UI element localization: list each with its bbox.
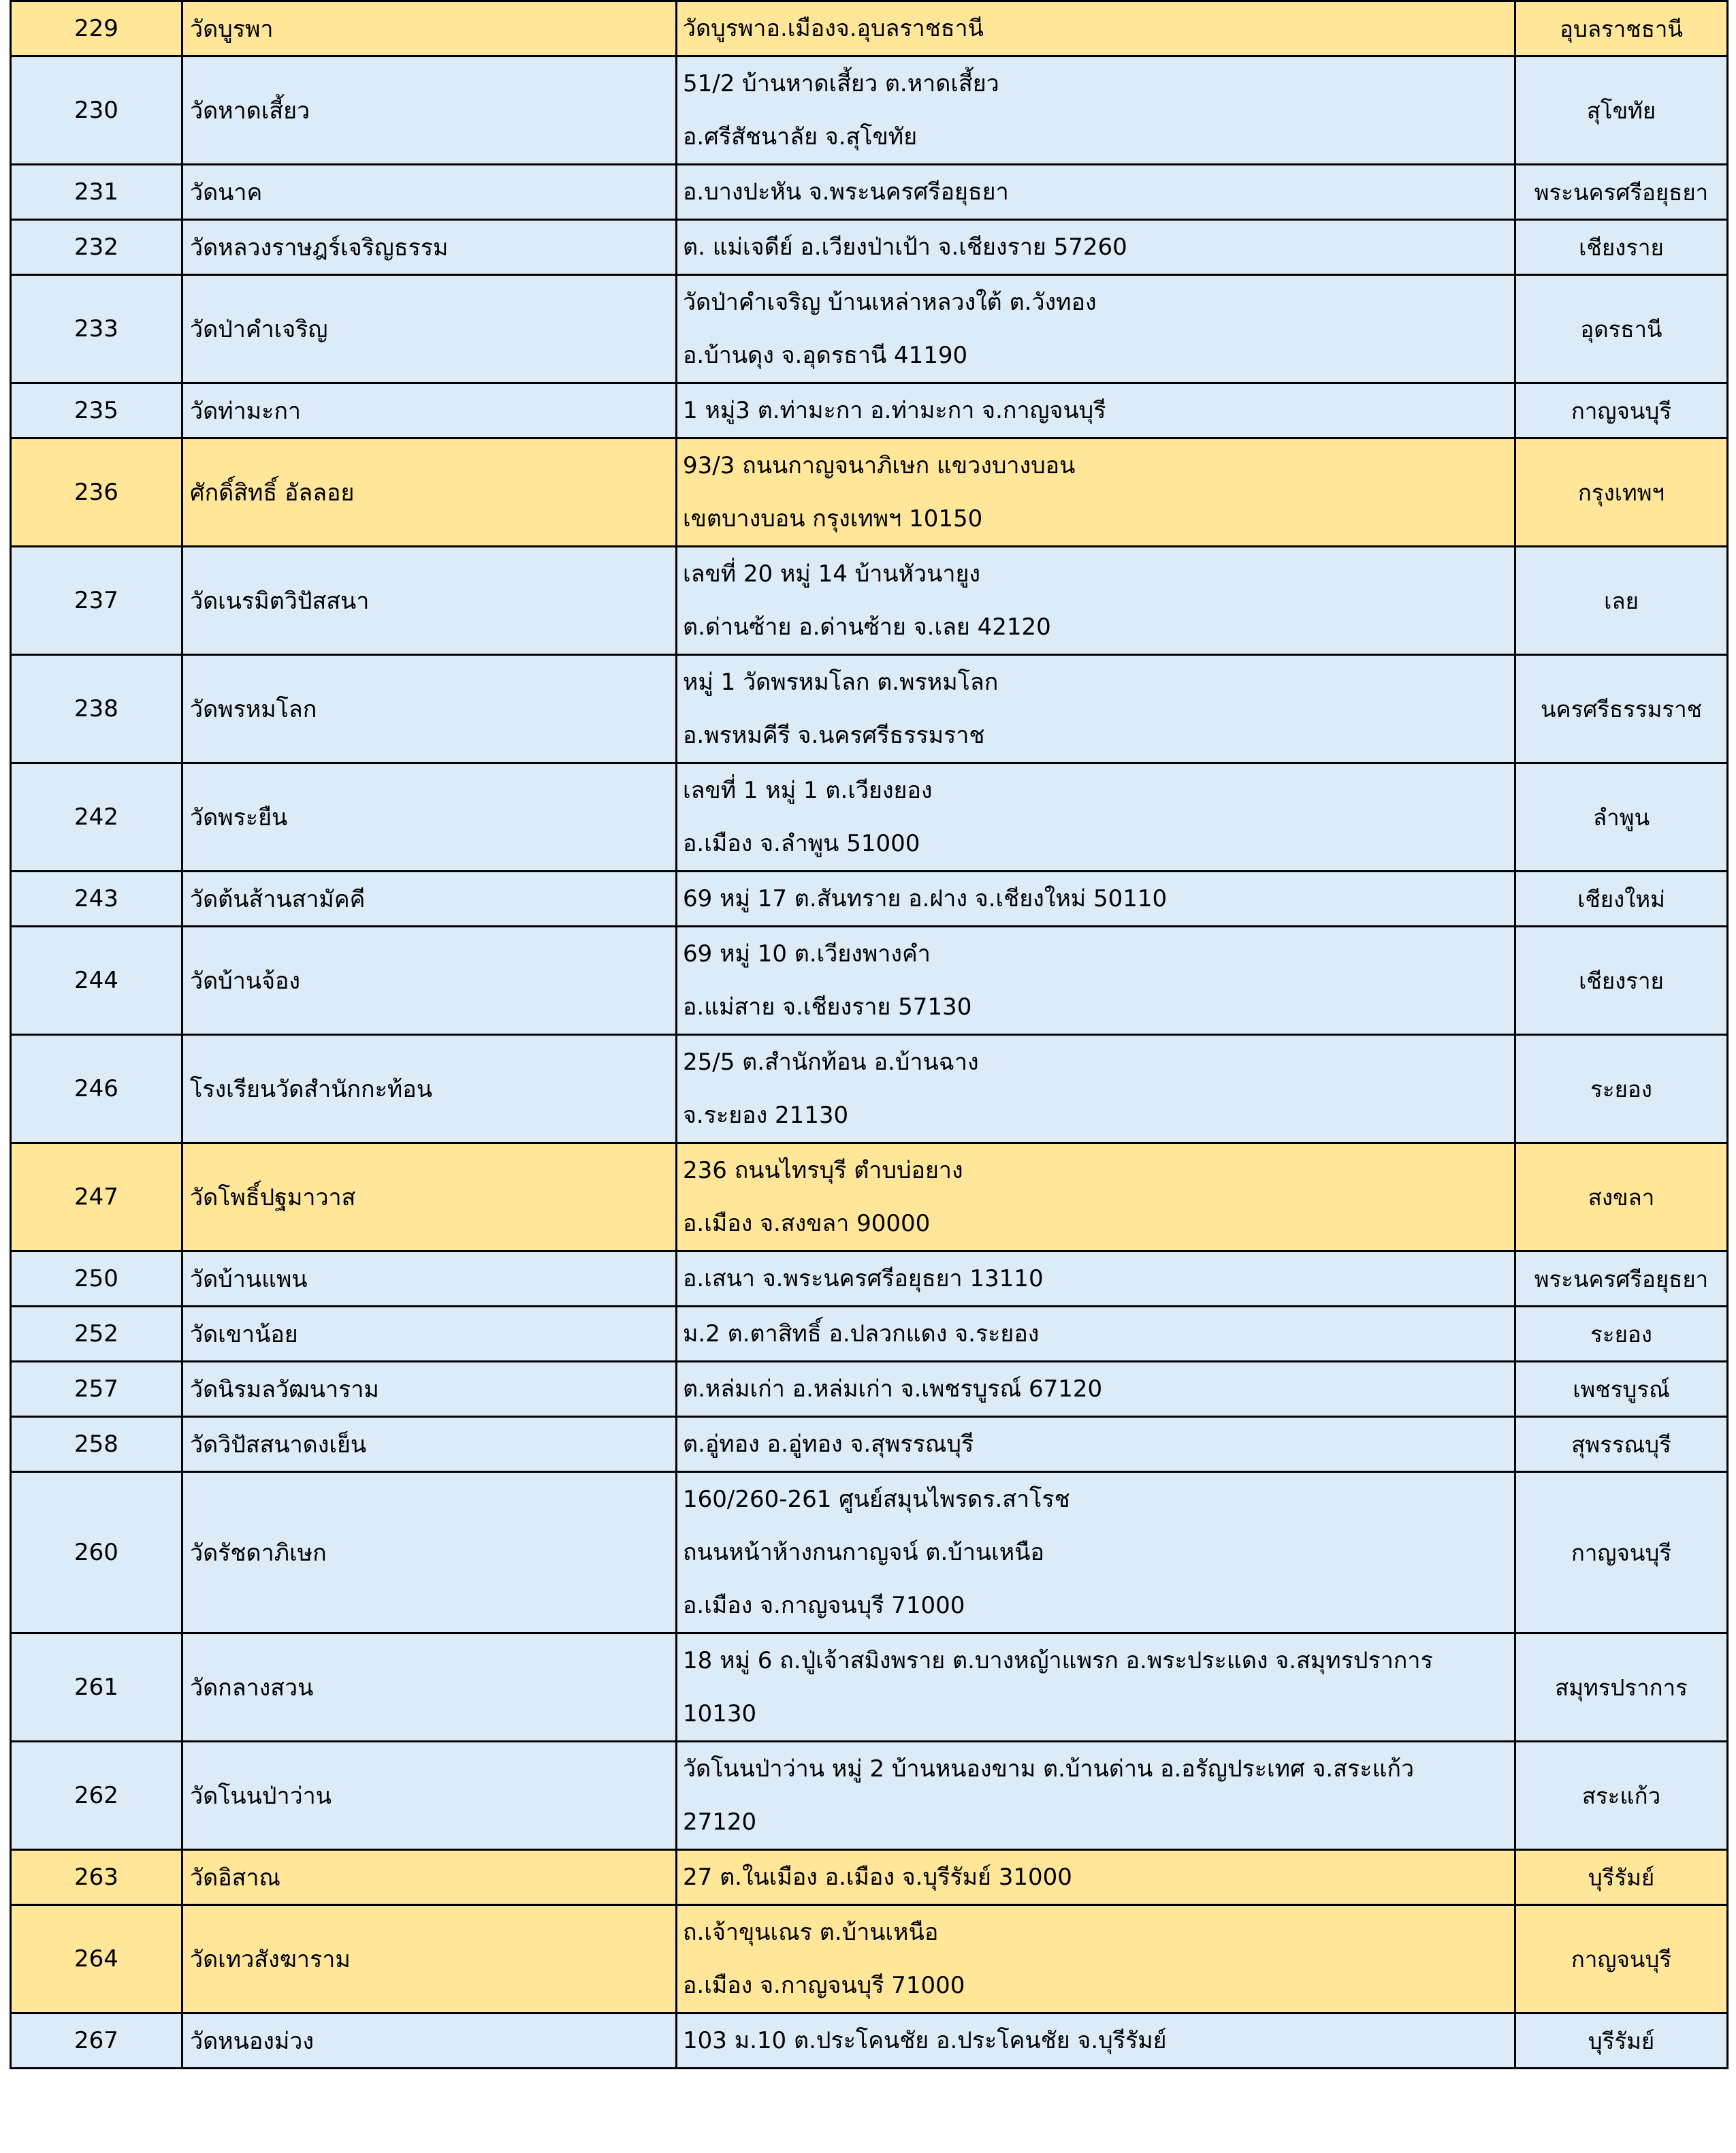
table-row bbox=[11, 1, 1728, 57]
table-row bbox=[11, 383, 1728, 438]
temple-name: วัดเขาน้อย bbox=[182, 1307, 677, 1362]
row-number: 257 bbox=[11, 1362, 182, 1417]
address-line: อ.เสนา จ.พระนครศรีอยุธยา 13110 bbox=[683, 1265, 1044, 1292]
temple-name: วัดบูรพา bbox=[182, 1, 677, 57]
table-row bbox=[11, 220, 1728, 275]
temple-name: วัดต้นส้านสามัคคี bbox=[182, 872, 677, 927]
row-number: 246 bbox=[11, 1035, 182, 1143]
address-line: ม.2 ต.ตาสิทธิ์ อ.ปลวกแดง จ.ระยอง bbox=[683, 1320, 1040, 1347]
province: นครศรีธรรมราช bbox=[1515, 655, 1728, 763]
temple-name: วัดหลวงราษฎร์เจริญธรรม bbox=[182, 220, 677, 275]
table-row bbox=[11, 275, 1728, 383]
address-cell bbox=[677, 1905, 1515, 2013]
table-body bbox=[11, 1, 1728, 2069]
row-number: 262 bbox=[11, 1742, 182, 1850]
row-number: 238 bbox=[11, 655, 182, 763]
address-line: ต.อู่ทอง อ.อู่ทอง จ.สุพรรณบุรี bbox=[683, 1431, 974, 1458]
address-cell bbox=[677, 1850, 1515, 1905]
temple-name: วัดรัชดาภิเษก bbox=[182, 1472, 677, 1633]
address-cell bbox=[677, 165, 1515, 220]
address-line: อ.บ้านดุง จ.อุดรธานี 41190 bbox=[683, 342, 968, 369]
address-cell bbox=[677, 1251, 1515, 1307]
province: สมุทรปราการ bbox=[1515, 1633, 1728, 1742]
table-row bbox=[11, 1472, 1728, 1633]
province: บุรีรัมย์ bbox=[1515, 2013, 1728, 2069]
address-line: อ.เมือง จ.สงขลา 90000 bbox=[683, 1210, 931, 1237]
table-row bbox=[11, 1850, 1728, 1905]
province: เลย bbox=[1515, 547, 1728, 655]
table-row bbox=[11, 655, 1728, 763]
temple-name: โรงเรียนวัดสำนักกะท้อน bbox=[182, 1035, 677, 1143]
address-line: ถ.เจ้าขุนเณร ต.บ้านเหนือ bbox=[683, 1919, 939, 1946]
address-line: ต.หล่มเก่า อ.หล่มเก่า จ.เพชรบูรณ์ 67120 bbox=[683, 1375, 1103, 1403]
address-cell bbox=[677, 547, 1515, 655]
address-line: 27 ต.ในเมือง อ.เมือง จ.บุรีรัมย์ 31000 bbox=[683, 1864, 1072, 1891]
temple-name: ศักดิ์สิทธิ์ อัลลอย bbox=[182, 438, 677, 547]
table-row bbox=[11, 1905, 1728, 2013]
table-row bbox=[11, 1143, 1728, 1251]
address-cell bbox=[677, 927, 1515, 1035]
address-line: อ.เมือง จ.กาญจนบุรี 71000 bbox=[683, 1972, 965, 1999]
address-line: ถนนหน้าห้างกนกาญจน์ ต.บ้านเหนือ bbox=[683, 1539, 1044, 1566]
row-number: 261 bbox=[11, 1633, 182, 1742]
temple-name: วัดนาค bbox=[182, 165, 677, 220]
address-cell bbox=[677, 1417, 1515, 1472]
address-line: 103 ม.10 ต.ประโคนชัย อ.ประโคนชัย จ.บุรีรัมย์ bbox=[683, 2027, 1167, 2054]
address-line: อ.เมือง จ.ลำพูน 51000 bbox=[683, 830, 920, 857]
temple-name: วัดนิรมลวัฒนาราม bbox=[182, 1362, 677, 1417]
province: กาญจนบุรี bbox=[1515, 383, 1728, 438]
row-number: 252 bbox=[11, 1307, 182, 1362]
address-cell bbox=[677, 57, 1515, 165]
province: ระยอง bbox=[1515, 1307, 1728, 1362]
temple-name: วัดวิปัสสนาดงเย็น bbox=[182, 1417, 677, 1472]
address-cell bbox=[677, 438, 1515, 547]
table-row bbox=[11, 1362, 1728, 1417]
province: กาญจนบุรี bbox=[1515, 1472, 1728, 1633]
address-line: อ.พรหมคีรี จ.นครศรีธรรมราช bbox=[683, 722, 985, 749]
row-number: 247 bbox=[11, 1143, 182, 1251]
address-line: 160/260-261 ศูนย์สมุนไพรดร.สาโรช bbox=[683, 1486, 1070, 1513]
province: พระนครศรีอยุธยา bbox=[1515, 1251, 1728, 1307]
address-cell bbox=[677, 1742, 1515, 1850]
table-row bbox=[11, 872, 1728, 927]
province: ลำพูน bbox=[1515, 763, 1728, 872]
row-number: 243 bbox=[11, 872, 182, 927]
temple-name: วัดพระยืน bbox=[182, 763, 677, 872]
row-number: 232 bbox=[11, 220, 182, 275]
row-number: 263 bbox=[11, 1850, 182, 1905]
province: พระนครศรีอยุธยา bbox=[1515, 165, 1728, 220]
temple-address-table bbox=[10, 0, 1729, 2069]
province: อุดรธานี bbox=[1515, 275, 1728, 383]
province: เชียงราย bbox=[1515, 220, 1728, 275]
address-cell bbox=[677, 220, 1515, 275]
address-cell bbox=[677, 1307, 1515, 1362]
address-line: 10130 bbox=[683, 1700, 757, 1727]
table-row bbox=[11, 1035, 1728, 1143]
address-line: หมู่ 1 วัดพรหมโลก ต.พรหมโลก bbox=[683, 669, 999, 696]
temple-name: วัดโพธิ์ปฐมาวาส bbox=[182, 1143, 677, 1251]
address-cell bbox=[677, 655, 1515, 763]
address-line: อ.บางปะหัน จ.พระนครศรีอยุธยา bbox=[683, 178, 1009, 206]
temple-name: วัดหาดเสี้ยว bbox=[182, 57, 677, 165]
province: เชียงราย bbox=[1515, 927, 1728, 1035]
address-line: 93/3 ถนนกาญจนาภิเษก แขวงบางบอน bbox=[683, 452, 1076, 479]
address-line: เลขที่ 1 หมู่ 1 ต.เวียงยอง bbox=[683, 777, 933, 804]
address-line: เขตบางบอน กรุงเทพฯ 10150 bbox=[683, 505, 983, 532]
province: สระแก้ว bbox=[1515, 1742, 1728, 1850]
address-cell bbox=[677, 383, 1515, 438]
address-cell bbox=[677, 1633, 1515, 1742]
address-line: อ.แม่สาย จ.เชียงราย 57130 bbox=[683, 993, 972, 1021]
address-cell bbox=[677, 1, 1515, 57]
temple-name: วัดบ้านแพน bbox=[182, 1251, 677, 1307]
row-number: 233 bbox=[11, 275, 182, 383]
address-line: 69 หมู่ 17 ต.สันทราย อ.ฝาง จ.เชียงใหม่ 50110 bbox=[683, 885, 1168, 912]
address-line: 1 หมู่3 ต.ท่ามะกา อ.ท่ามะกา จ.กาญจนบุรี bbox=[683, 397, 1106, 424]
table-row bbox=[11, 763, 1728, 872]
row-number: 229 bbox=[11, 1, 182, 57]
table-row bbox=[11, 165, 1728, 220]
row-number: 237 bbox=[11, 547, 182, 655]
table-row bbox=[11, 547, 1728, 655]
table-row bbox=[11, 57, 1728, 165]
province: กาญจนบุรี bbox=[1515, 1905, 1728, 2013]
address-line: ต.ด่านซ้าย อ.ด่านซ้าย จ.เลย 42120 bbox=[683, 613, 1051, 641]
address-line: 25/5 ต.สำนักท้อน อ.บ้านฉาง bbox=[683, 1049, 979, 1076]
province: อุบลราชธานี bbox=[1515, 1, 1728, 57]
row-number: 230 bbox=[11, 57, 182, 165]
temple-name: วัดหนองม่วง bbox=[182, 2013, 677, 2069]
row-number: 260 bbox=[11, 1472, 182, 1633]
address-cell bbox=[677, 1143, 1515, 1251]
row-number: 258 bbox=[11, 1417, 182, 1472]
table-row bbox=[11, 927, 1728, 1035]
temple-name: วัดบ้านจ้อง bbox=[182, 927, 677, 1035]
province: สงขลา bbox=[1515, 1143, 1728, 1251]
address-line: 27120 bbox=[683, 1808, 757, 1836]
temple-name: วัดกลางสวน bbox=[182, 1633, 677, 1742]
temple-name: วัดอิสาณ bbox=[182, 1850, 677, 1905]
row-number: 231 bbox=[11, 165, 182, 220]
temple-name: วัดเนรมิตวิปัสสนา bbox=[182, 547, 677, 655]
table-row bbox=[11, 2013, 1728, 2069]
address-line: ต. แม่เจดีย์ อ.เวียงป่าเป้า จ.เชียงราย 57260 bbox=[683, 234, 1127, 261]
address-line: อ.เมือง จ.กาญจนบุรี 71000 bbox=[683, 1592, 965, 1619]
address-cell bbox=[677, 1472, 1515, 1633]
address-line: เลขที่ 20 หมู่ 14 บ้านหัวนายูง bbox=[683, 560, 980, 588]
address-line: 51/2 บ้านหาดเสี้ยว ต.หาดเสี้ยว bbox=[683, 70, 999, 97]
address-line: อ.ศรีสัชนาลัย จ.สุโขทัย bbox=[683, 123, 918, 150]
temple-name: วัดพรหมโลก bbox=[182, 655, 677, 763]
province: สุโขทัย bbox=[1515, 57, 1728, 165]
address-line: 18 หมู่ 6 ถ.ปู่เจ้าสมิงพราย ต.บางหญ้าแพรก อ.พระประแดง จ.สมุทรปราการ bbox=[683, 1647, 1433, 1674]
province: เพชรบูรณ์ bbox=[1515, 1362, 1728, 1417]
address-line: จ.ระยอง 21130 bbox=[683, 1102, 849, 1129]
address-cell bbox=[677, 1362, 1515, 1417]
temple-name: วัดเทวสังฆาราม bbox=[182, 1905, 677, 2013]
address-cell bbox=[677, 1035, 1515, 1143]
table-row bbox=[11, 1417, 1728, 1472]
row-number: 235 bbox=[11, 383, 182, 438]
province: สุพรรณบุรี bbox=[1515, 1417, 1728, 1472]
table-row bbox=[11, 1251, 1728, 1307]
address-line: วัดป่าคำเจริญ บ้านเหล่าหลวงใต้ ต.วังทอง bbox=[683, 289, 1097, 316]
address-cell bbox=[677, 872, 1515, 927]
table-row bbox=[11, 1742, 1728, 1850]
address-line: 69 หมู่ 10 ต.เวียงพางคำ bbox=[683, 940, 931, 968]
row-number: 250 bbox=[11, 1251, 182, 1307]
row-number: 267 bbox=[11, 2013, 182, 2069]
address-line: วัดโนนป่าว่าน หมู่ 2 บ้านหนองขาม ต.บ้านด่าน อ.อรัญประเทศ จ.สระแก้ว bbox=[683, 1755, 1415, 1783]
province: ระยอง bbox=[1515, 1035, 1728, 1143]
address-line: 236 ถนนไทรบุรี ตำบบ่อยาง bbox=[683, 1157, 963, 1184]
address-cell bbox=[677, 2013, 1515, 2069]
province: กรุงเทพฯ bbox=[1515, 438, 1728, 547]
province: เชียงใหม่ bbox=[1515, 872, 1728, 927]
temple-name: วัดป่าคำเจริญ bbox=[182, 275, 677, 383]
table-row bbox=[11, 438, 1728, 547]
table-row bbox=[11, 1633, 1728, 1742]
province: บุรีรัมย์ bbox=[1515, 1850, 1728, 1905]
table-row bbox=[11, 1307, 1728, 1362]
row-number: 264 bbox=[11, 1905, 182, 2013]
temple-name: วัดท่ามะกา bbox=[182, 383, 677, 438]
address-cell bbox=[677, 275, 1515, 383]
row-number: 244 bbox=[11, 927, 182, 1035]
row-number: 236 bbox=[11, 438, 182, 547]
temple-name: วัดโนนป่าว่าน bbox=[182, 1742, 677, 1850]
address-cell bbox=[677, 763, 1515, 872]
row-number: 242 bbox=[11, 763, 182, 872]
address-line: วัดบูรพาอ.เมืองจ.อุบลราชธานี bbox=[683, 15, 984, 42]
